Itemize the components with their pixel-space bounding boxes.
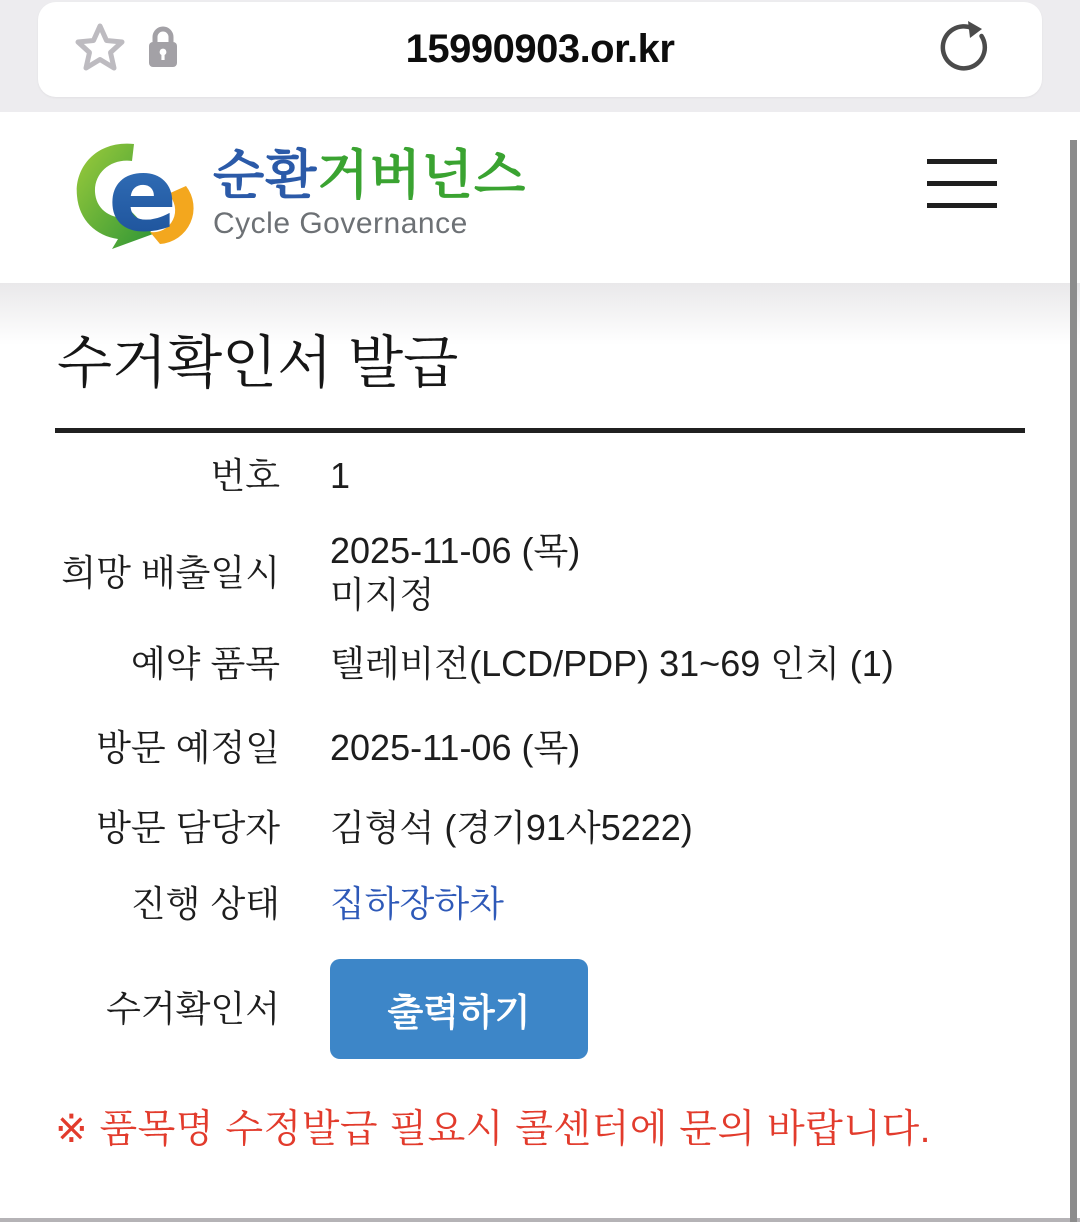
- status-link[interactable]: 집하장하차: [330, 883, 504, 924]
- address-bar[interactable]: [38, 2, 1042, 97]
- bottom-edge-strip: [0, 1218, 1080, 1222]
- browser-chrome: [0, 0, 1080, 112]
- row-label: 진행 상태: [130, 883, 280, 924]
- row-label: 예약 품목: [130, 643, 280, 684]
- web-page: [0, 112, 1080, 1222]
- logo-english-title: Cycle Governance: [213, 207, 468, 240]
- table-row-visit-agent: [0, 806, 1080, 850]
- page-title: 수거확인서 발급: [57, 331, 459, 395]
- url-text[interactable]: 15990903.or.kr: [405, 27, 675, 71]
- table-row-reserved-item: [0, 642, 1080, 686]
- main-content: [0, 283, 1080, 1222]
- row-value: 2025-11-06 (목) 미지정: [330, 530, 581, 615]
- svg-text:e: e: [108, 136, 178, 249]
- table-row-visit-date: [0, 726, 1080, 770]
- row-label: 번호: [210, 455, 280, 496]
- reload-icon[interactable]: [938, 19, 990, 80]
- scrollbar[interactable]: [1070, 140, 1077, 1222]
- row-value: 2025-11-06 (목): [330, 727, 581, 768]
- menu-hamburger-icon[interactable]: [927, 159, 997, 209]
- site-header: [0, 112, 1080, 283]
- logo-korean-title: 순환거버넌스: [213, 146, 527, 205]
- row-value: 1: [330, 455, 351, 496]
- row-value: 텔레비전(LCD/PDP) 31~69 인치 (1): [330, 643, 894, 684]
- table-row-number: [0, 454, 1080, 498]
- row-label: 방문 담당자: [96, 807, 280, 848]
- table-row-confirmation: [0, 959, 1080, 1059]
- title-divider: [55, 428, 1025, 433]
- row-value: 김형석 (경기91사5222): [330, 807, 693, 848]
- notice-text: ※ 품목명 수정발급 필요시 콜센터에 문의 바랍니다.: [55, 1108, 932, 1151]
- row-label: 수거확인서: [106, 988, 280, 1029]
- row-label: 희망 배출일시: [61, 552, 280, 593]
- row-label: 방문 예정일: [96, 727, 280, 768]
- table-row-desired-date: [0, 529, 1080, 617]
- cycle-governance-emark-icon: [68, 134, 203, 254]
- site-logo[interactable]: [68, 134, 526, 254]
- print-button[interactable]: 출력하기: [330, 959, 588, 1059]
- table-row-progress-status: [0, 882, 1080, 926]
- info-table: [0, 454, 1080, 1059]
